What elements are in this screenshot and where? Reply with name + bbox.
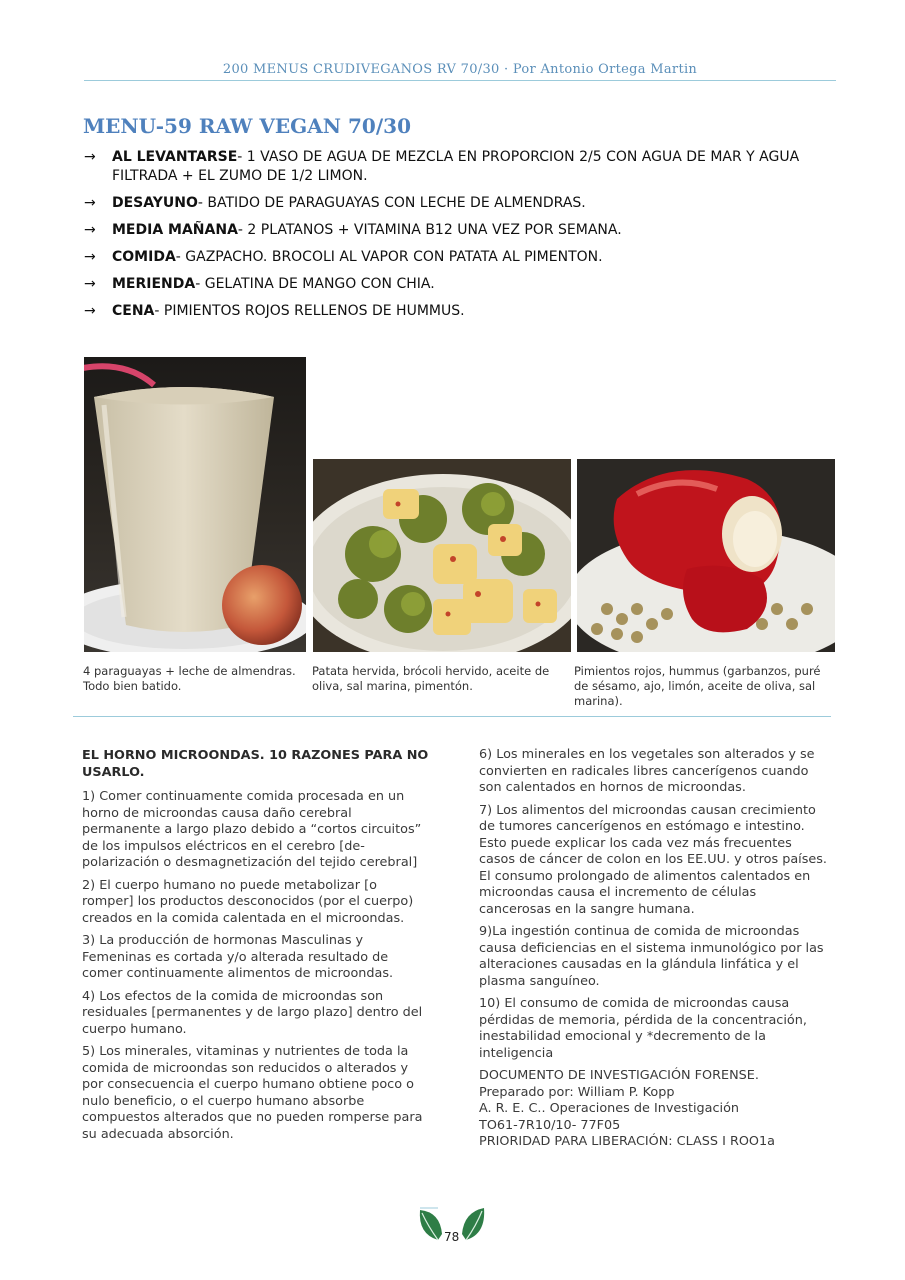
menu-item-text: - GELATINA DE MANGO CON CHIA. bbox=[195, 276, 435, 292]
photo-caption-broccoli: Patata hervida, brócoli hervido, aceite de oliva, sal marina, pimentón. bbox=[312, 664, 550, 693]
menu-item-media-manana bbox=[84, 221, 824, 240]
arrow-right-icon: → bbox=[84, 249, 96, 265]
menu-item-comida bbox=[84, 248, 824, 267]
section-divider bbox=[73, 716, 831, 717]
broccoli-potato-illustration bbox=[313, 459, 571, 652]
source-line: DOCUMENTO DE INVESTIGACIÓN FORENSE. bbox=[479, 1068, 759, 1083]
stuffed-pepper-photo bbox=[577, 459, 835, 652]
running-header: 200 MENUS CRUDIVEGANOS RV 70/30 · Por Antonio Ortega Martin bbox=[222, 62, 698, 77]
menu-item-text: - BATIDO DE PARAGUAYAS CON LECHE DE ALMENDRAS. bbox=[197, 195, 586, 211]
reason-item: 9)La ingestión continua de comida de microondas causa deficiencias en el sistema inmunológico por las alteraciones causadas en la glándula linfática y el plasma sanguíneo. bbox=[479, 924, 824, 989]
reason-item: 10) El consumo de comida de microondas causa pérdidas de memoria, pérdida de la concentración, inestabilidad emocional y *decremento de la inteligencia bbox=[479, 996, 807, 1061]
source-line: TO61-7R10/10- 77F05 bbox=[479, 1117, 621, 1133]
reason-item: 1) Comer continuamente comida procesada en un horno de microondas causa daño cerebral permanente a largo plazo debido a “cortos circuitos” de los impulsos eléctricos en el cerebro [de-polarización o desmagnetización del tejido cerebral] bbox=[82, 789, 422, 870]
smoothie-illustration bbox=[84, 357, 306, 652]
article-left-column bbox=[82, 748, 430, 1149]
page-number: 78 bbox=[444, 1230, 460, 1244]
menu-item-merienda bbox=[84, 275, 824, 294]
reason-item: 3) La producción de hormonas Masculinas y Femeninas es cortada y/o alterada resultado de comer continuamente alimentos de microondas. bbox=[82, 933, 394, 981]
arrow-right-icon: → bbox=[84, 195, 96, 211]
source-line: Preparado por: William P. Kopp bbox=[479, 1084, 675, 1100]
source-line: A. R. E. C.. Operaciones de Investigación bbox=[479, 1101, 740, 1116]
reason-item: 4) Los efectos de la comida de microondas son residuales [permanentes y de largo plazo] dentro del cuerpo humano. bbox=[82, 988, 423, 1037]
menu-item-label: MERIENDA bbox=[112, 276, 196, 292]
arrow-right-icon: → bbox=[84, 222, 96, 238]
smoothie-photo bbox=[84, 357, 306, 652]
menu-item-text: - GAZPACHO. BROCOLI AL VAPOR CON PATATA AL PIMENTON. bbox=[175, 249, 603, 265]
reason-item: 2) El cuerpo humano no puede metabolizar [o romper] los productos desconocidos (por el cuerpo) creados en la comida calentada en el microondas. bbox=[82, 877, 414, 926]
menu-item-al-levantarse bbox=[84, 148, 824, 186]
menu-item-desayuno bbox=[84, 194, 824, 213]
menu-item-label: CENA bbox=[112, 303, 155, 319]
source-line: PRIORIDAD PARA LIBERACIÓN: CLASS I ROO1a bbox=[479, 1134, 775, 1149]
menu-item-label: DESAYUNO bbox=[112, 195, 198, 211]
broccoli-potato-photo bbox=[313, 459, 571, 652]
reason-item: 6) Los minerales en los vegetales son alterados y se convierten en radicales libres cancerígenos cuando son calentados en hornos de microondas. bbox=[479, 747, 815, 795]
article-heading: EL HORNO MICROONDAS. 10 RAZONES PARA NO USARLO. bbox=[82, 748, 429, 780]
source-block bbox=[479, 1068, 829, 1151]
menu-item-label: COMIDA bbox=[112, 249, 176, 265]
menu-item-label: MEDIA MAÑANA bbox=[112, 222, 238, 238]
menu-item-text: - 2 PLATANOS + VITAMINA B12 UNA VEZ POR SEMANA. bbox=[237, 222, 622, 238]
photo-caption-pepper: Pimientos rojos, hummus (garbanzos, puré de sésamo, ajo, limón, aceite de oliva, sal marina). bbox=[574, 664, 821, 708]
reason-item: 7) Los alimentos del microondas causan crecimiento de tumores cancerígenos en estómago e intestino. Esto puede explicar los cada vez más frecuentes casos de cáncer de colon en los EE.UU. y otros países. bbox=[479, 802, 827, 867]
menu-item-text: - 1 VASO DE AGUA DE MEZCLA EN PROPORCION 2/5 CON AGUA DE MAR Y AGUA FILTRADA + EL ZUMO DE 1/2 LIMON. bbox=[112, 149, 800, 184]
reason-item: El consumo prolongado de alimentos calentados en microondas causa el incremento de células cancerosas en la sangre humana. bbox=[479, 868, 811, 917]
menu-title: MENU-59 RAW VEGAN 70/30 bbox=[83, 114, 411, 138]
photo-caption-smoothie: 4 paraguayas + leche de almendras. Todo bien batido. bbox=[83, 664, 296, 693]
menu-item-label: AL LEVANTARSE bbox=[112, 149, 238, 165]
menu-item-text: - PIMIENTOS ROJOS RELLENOS DE HUMMUS. bbox=[154, 303, 465, 319]
reason-item: 5) Los minerales, vitaminas y nutrientes de toda la comida de microondas son reducidos o alterados y por consecuencia el cuerpo humano obtiene poco o nulo beneficio, o el cuerpo humano absorbe compuestos alterados que no pueden romperse para su adecuada absorción. bbox=[82, 1044, 423, 1142]
arrow-right-icon: → bbox=[84, 276, 96, 292]
stuffed-pepper-illustration bbox=[577, 459, 835, 652]
arrow-right-icon: → bbox=[84, 149, 96, 165]
arrow-right-icon: → bbox=[84, 303, 96, 319]
header-divider bbox=[84, 80, 836, 81]
menu-item-cena bbox=[84, 302, 824, 321]
article-right-column bbox=[479, 747, 829, 1151]
menu-list bbox=[84, 148, 824, 329]
